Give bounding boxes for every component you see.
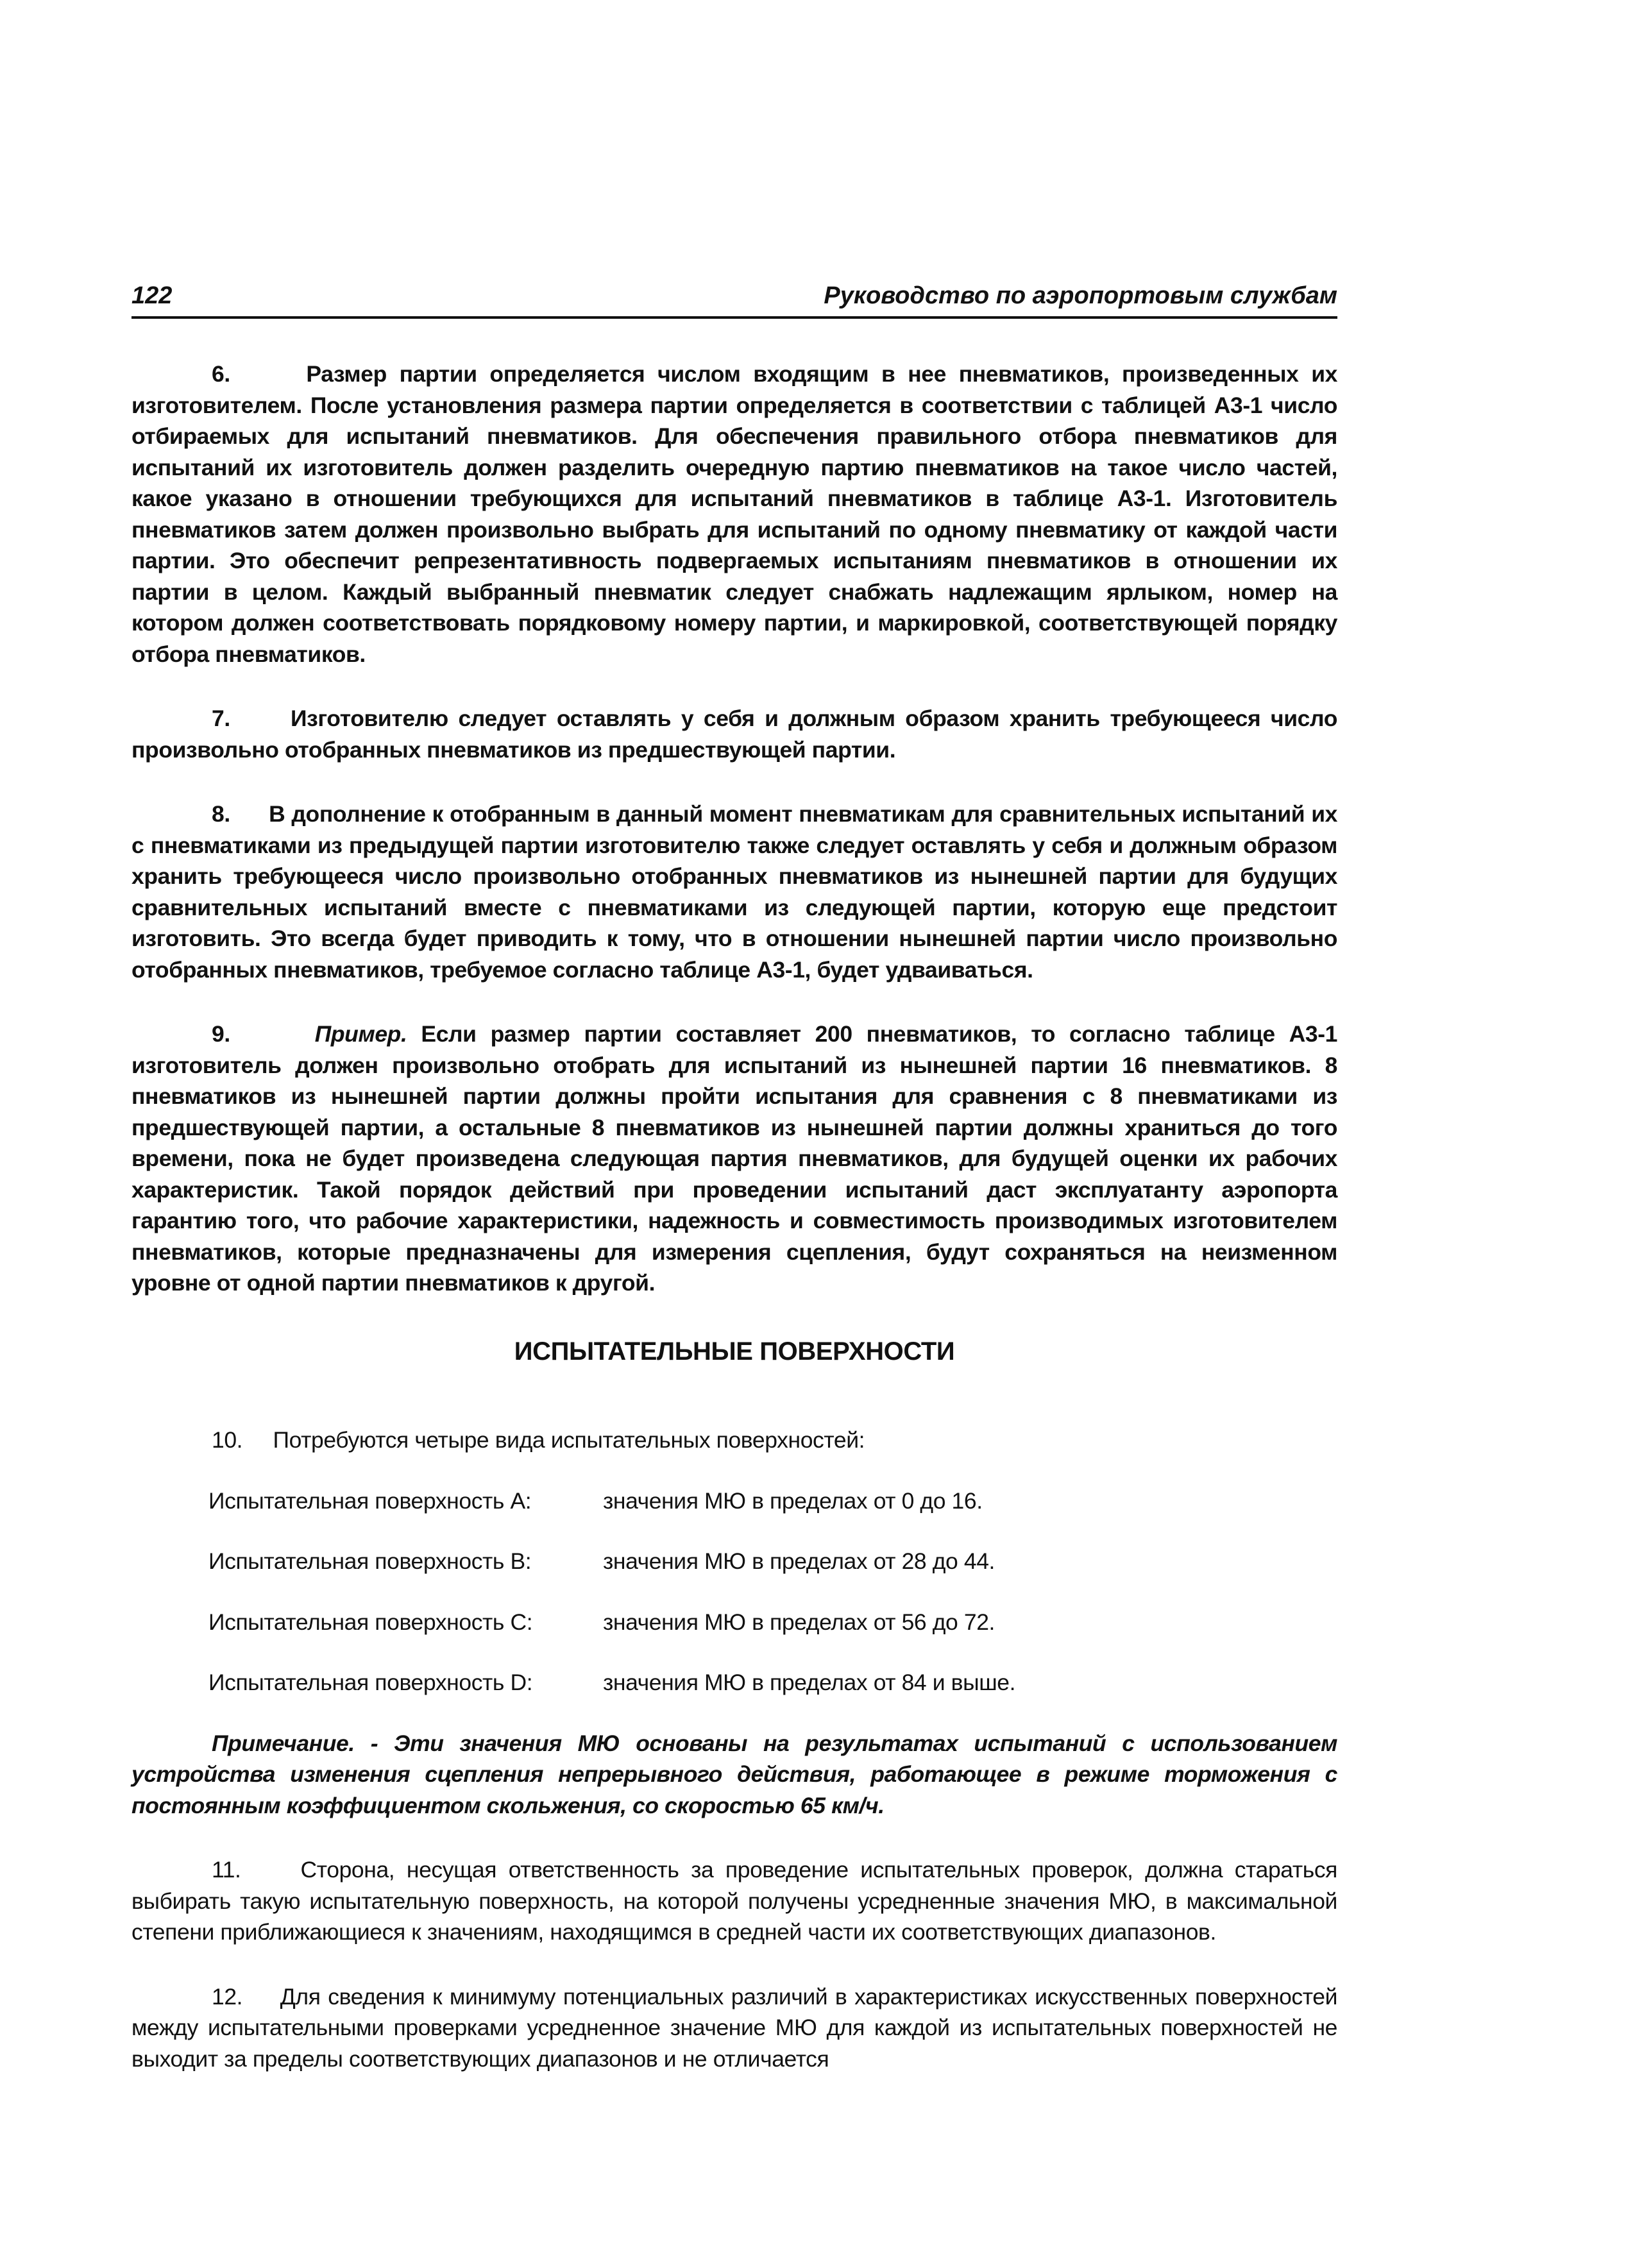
paragraph-11: 11. Сторона, несущая ответственность за проведение испытательных проверок, должна стараться выбирать такую испытательную поверхность, на которой получены усредненные значения МЮ, в максимальной степени приближающиеся к значениям, находящимся в средней части их соответствующих диапазонов. <box>131 1857 1337 1945</box>
paragraph-9 <box>131 1019 1337 1299</box>
paragraph-12: 12. Для сведения к минимуму потенциальных различий в характеристиках искусственных поверхностей между испытательными проверками усредненное значение МЮ для каждой из испытательных поверхностей не выходит за пределы соответствующих диапазонов и не отличается <box>131 1983 1337 2072</box>
surface-d <box>208 1667 1337 1698</box>
example-label: Пример. <box>314 1021 407 1047</box>
surface-value: значения МЮ в пределах от 0 до 16. <box>603 1487 983 1514</box>
surface-b <box>208 1546 1337 1577</box>
paragraph-9-text: Если размер партии составляет 200 пневматиков, то согласно таблице А3-1 изготовитель должен произвольно отобрать для испытаний из нынешней партии 16 пневматиков. 8 пневматиков из нынешней партии должны пройти испытания для сравнения с 8 пневматиками из предшествующей партии, а остальные 8 пневматиков из нынешней партии должны храниться до того времени, пока не будет произведена следующая партия пневматиков, для будущей оценки их рабочих характеристик. Такой порядок действий при проведении испытаний даст эксплуатанту аэропорта гарантию того, что рабочие характеристики, надежность и совместимость производимых изготовителем пневматиков, которые предназначены для измерения сцепления, будут сохраняться на неизменном уровне от одной партии пневматиков к другой. <box>131 1021 1337 1296</box>
surface-label: Испытательная поверхность В: <box>208 1548 532 1574</box>
page-number: 122 <box>131 282 173 309</box>
page-header <box>131 282 1337 319</box>
surface-label: Испытательная поверхность А: <box>208 1487 532 1514</box>
section-heading: ИСПЫТАТЕЛЬНЫЕ ПОВЕРХНОСТИ <box>514 1337 955 1366</box>
paragraph-6: 6. Размер партии определяется числом входящим в нее пневматиков, произведенных их изготовителем. После установления размера партии определяется в соответствии с таблицей А3-1 число отбираемых для испытаний пневматиков. Для обеспечения правильного отбора пневматиков для испытаний их изготовитель должен разделить очередную партию пневматиков на такое число частей, какое указано в отношении требующихся для испытаний пневматиков в таблице А3-1. Изготовитель пневматиков затем должен произвольно выбрать для испытаний по одному пневматику от каждой части партии. Это обеспечит репрезентативность подвергаемых испытаниям пневматиков в отношении их партии в целом. Каждый выбранный пневматик следует снабжать надлежащим ярлыком, номер на котором должен соответствовать порядковому номеру партии, и маркировкой, соответствующей порядку отбора пневматиков. <box>131 361 1337 667</box>
surface-a <box>208 1485 1337 1517</box>
running-title: Руководство по аэропортовым службам <box>824 282 1337 309</box>
paragraph-7: 7. Изготовителю следует оставлять у себя и должным образом хранить требующееся число произвольно отобранных пневматиков из предшествующей партии. <box>131 706 1337 763</box>
paragraph-10: 10. Потребуются четыре вида испытательных поверхностей: <box>212 1427 865 1453</box>
surface-value: значения МЮ в пределах от 84 и выше. <box>603 1670 1016 1695</box>
document-page <box>131 282 1337 2108</box>
surface-label: Испытательная поверхность D: <box>208 1670 533 1695</box>
document-body <box>131 359 1337 2074</box>
surface-value: значения МЮ в пределах от 28 до 44. <box>603 1548 995 1574</box>
note: Примечание. - Эти значения МЮ основаны на результатах испытаний с использованием устройства изменения сцепления непрерывного действия, работающее в режиме торможения с постоянным коэффициентом скольжения, со скоростью 65 км/ч. <box>131 1730 1337 1818</box>
surface-c <box>208 1607 1337 1638</box>
paragraph-8: 8. В дополнение к отобранным в данный момент пневматикам для сравнительных испытаний их с пневматиками из предыдущей партии изготовителю также следует оставлять у себя и должным образом хранить требующееся число произвольно отобранных пневматиков из нынешней партии для будущих сравнительных испытаний вместе с пневматиками из следующей партии, которую еще предстоит изготовить. Это всегда будет приводить к тому, что в отношении нынешней партии число произвольно отобранных пневматиков, требуемое согласно таблице А3-1, будет удваиваться. <box>131 801 1337 983</box>
surface-label: Испытательная поверхность С: <box>208 1609 533 1635</box>
surface-value: значения МЮ в пределах от 56 до 72. <box>603 1609 995 1635</box>
paragraph-9-number: 9. <box>212 1021 315 1047</box>
